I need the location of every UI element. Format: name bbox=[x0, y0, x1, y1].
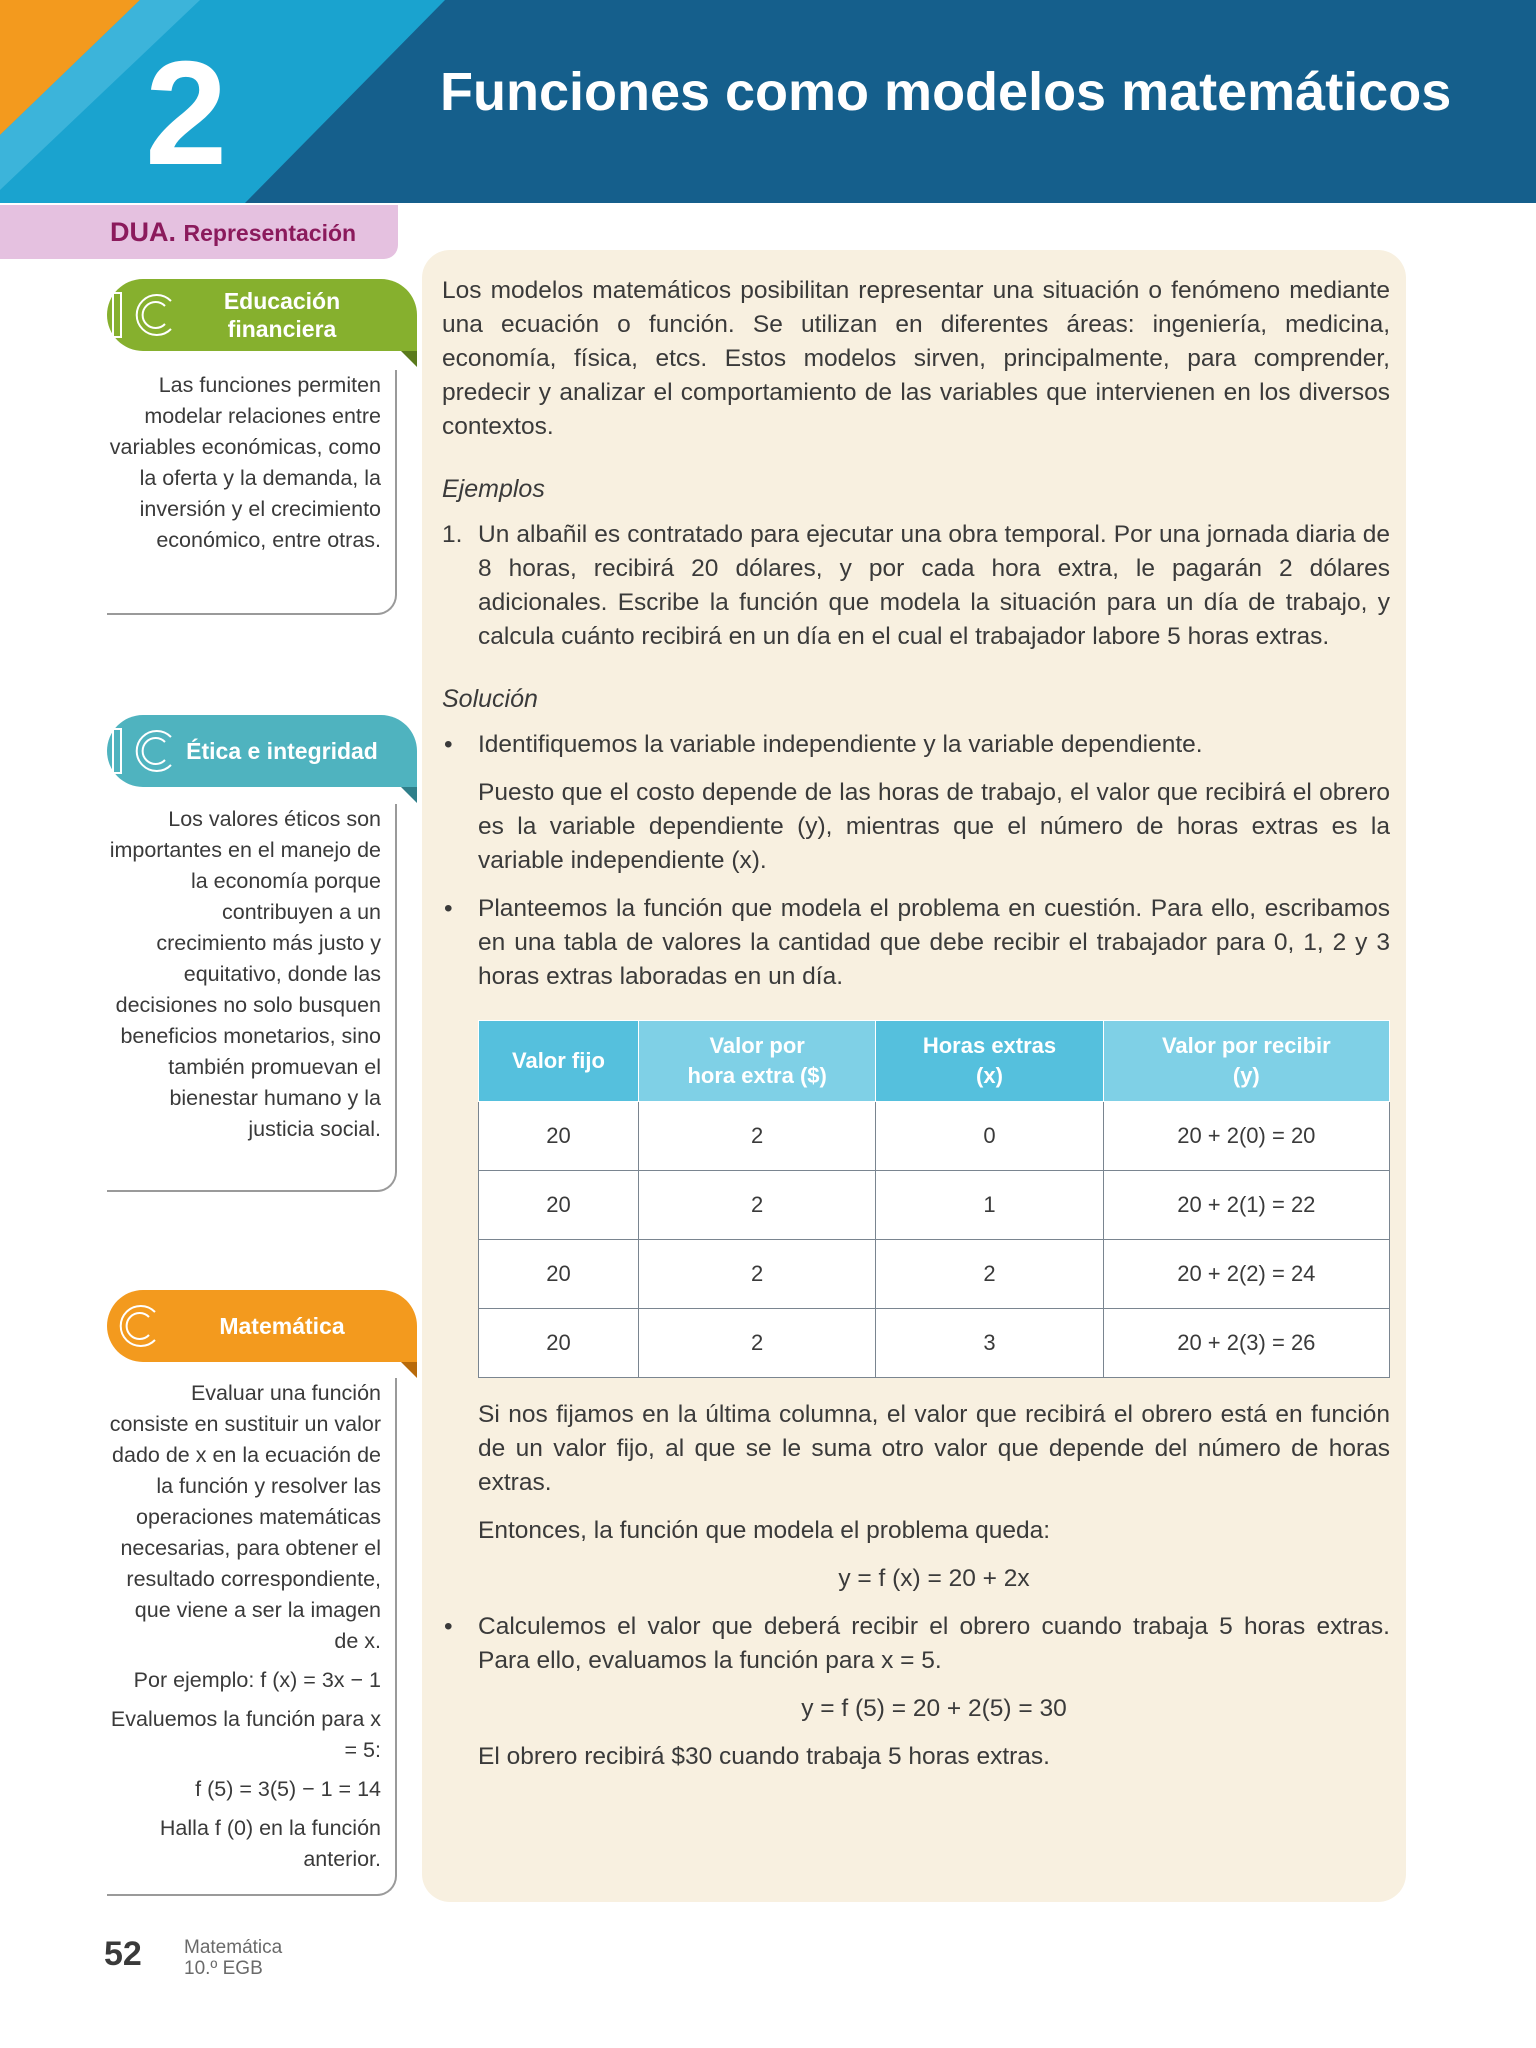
sidebar-heading-matematica bbox=[107, 1290, 417, 1362]
table-cell: 20 + 2(3) = 26 bbox=[1103, 1309, 1389, 1378]
dua-title: DUA. bbox=[110, 217, 176, 247]
table-cell: 3 bbox=[876, 1309, 1103, 1378]
sidebar-text-financiera bbox=[107, 370, 397, 615]
sidebar-heading-etica bbox=[107, 715, 417, 787]
conclusion-paragraph: El obrero recibirá $30 cuando trabaja 5 horas extras. bbox=[478, 1743, 1050, 1770]
table-cell: 2 bbox=[876, 1240, 1103, 1309]
table-cell: 20 bbox=[479, 1240, 639, 1309]
table-cell: 20 + 2(1) = 22 bbox=[1103, 1171, 1389, 1240]
bullet-symbol: • bbox=[444, 895, 453, 922]
table-cell: 1 bbox=[876, 1171, 1103, 1240]
page-number: 52 bbox=[104, 1935, 142, 1973]
table-row bbox=[479, 1309, 1390, 1378]
formula: y = f (5) = 20 + 2(5) = 30 bbox=[801, 1695, 1067, 1722]
main-content bbox=[442, 274, 1390, 1774]
intro-paragraph: Los modelos matemáticos posibilitan representar una situación o fenómeno mediante una ecuación o función. Se utilizan en diferentes áreas: ingeniería, medicina, economía, física, etcs. Estos modelos sirven, principalmente, para comprender, predecir y analizar el comportamiento de las variables que intervienen en los diversos contextos. bbox=[442, 277, 1390, 440]
sidebar-paragraph: Evaluemos la función para x = 5: bbox=[110, 1707, 381, 1762]
table-cell: 20 bbox=[479, 1309, 639, 1378]
explanation-paragraph: Entonces, la función que modela el problema queda: bbox=[478, 1517, 1051, 1544]
table-row bbox=[479, 1171, 1390, 1240]
solucion-heading: Solución bbox=[442, 685, 538, 713]
chapter-number: 2 bbox=[145, 31, 228, 196]
formula: y = f (x) = 20 + 2x bbox=[838, 1565, 1030, 1592]
table-cell: 2 bbox=[638, 1309, 875, 1378]
sidebar-paragraph: Evaluar una función consiste en sustituir un valor dado de x en la ecuación de la función y resolver las operaciones matemáticas necesarias, para obtener el resultado correspondiente, que viene a ser la imagen de x. bbox=[109, 1381, 381, 1653]
sidebar-paragraph: Halla f (0) en la función anterior. bbox=[159, 1816, 381, 1871]
table-row bbox=[479, 1240, 1390, 1309]
bullet-item bbox=[442, 728, 1390, 762]
sidebar-text-etica bbox=[107, 804, 397, 1192]
table-header: Horas extras (x) bbox=[876, 1021, 1103, 1102]
table-cell: 2 bbox=[638, 1102, 875, 1171]
bullet-item bbox=[442, 892, 1390, 994]
bullet-symbol: • bbox=[444, 731, 453, 758]
sidebar-heading-financiera bbox=[107, 279, 417, 351]
fold-decoration bbox=[401, 787, 417, 803]
bullet-text: Calculemos el valor que deberá recibir el obrero cuando trabaja 5 horas extras. Para ello, evaluamos la función para x = 5. bbox=[478, 1613, 1390, 1674]
table-cell: 20 + 2(0) = 20 bbox=[1103, 1102, 1389, 1171]
sidebar-paragraph: Los valores éticos son importantes en el manejo de la economía porque contribuyen a un crecimiento más justo y equitativo, donde las decisiones no solo busquen beneficios monetarios, sino también promuevan el bienestar humano y la justicia social. bbox=[109, 807, 381, 1141]
bullet-text: Planteemos la función que modela el problema en cuestión. Para ello, escribamos en una tabla de valores la cantidad que debe recibir el trabajador para 0, 1, 2 y 3 horas extras laboradas en un día. bbox=[478, 895, 1390, 990]
sidebar-title: Educación financiera bbox=[223, 288, 341, 342]
ic-icon bbox=[107, 287, 187, 343]
fold-decoration bbox=[401, 351, 417, 367]
table-header: Valor por recibir (y) bbox=[1103, 1021, 1389, 1102]
table-cell: 2 bbox=[638, 1171, 875, 1240]
values-table bbox=[478, 1020, 1390, 1378]
bullet-symbol: • bbox=[444, 1613, 453, 1640]
table-row bbox=[479, 1102, 1390, 1171]
dua-label bbox=[110, 217, 356, 248]
footer-grade: 10.º EGB bbox=[184, 1958, 263, 1979]
table-header-row bbox=[479, 1021, 1390, 1102]
sidebar-title: Matemática bbox=[219, 1313, 345, 1339]
page-title: Funciones como modelos matemáticos bbox=[440, 62, 1452, 122]
fold-decoration bbox=[401, 1362, 417, 1378]
explanation-paragraph: Si nos fijamos en la última columna, el valor que recibirá el obrero está en función de un valor fijo, al que se le suma otro valor que depende del número de horas extras. bbox=[478, 1401, 1390, 1496]
footer-subject bbox=[184, 1937, 282, 1979]
ic-icon bbox=[107, 723, 187, 779]
footer-subject-name: Matemática bbox=[184, 1937, 283, 1958]
ejemplos-heading: Ejemplos bbox=[442, 475, 545, 503]
table-cell: 2 bbox=[638, 1240, 875, 1309]
example-text: Un albañil es contratado para ejecutar una obra temporal. Por una jornada diaria de 8 horas, recibirá 20 dólares, y por cada hora extra, le pagarán 2 dólares adicionales. Escribe la función que modela la situación para un día de trabajo, y calcula cuánto recibirá en un día en el cual el trabajador labore 5 horas extras. bbox=[478, 521, 1390, 650]
example-item bbox=[442, 518, 1390, 654]
sidebar-text-matematica bbox=[107, 1378, 397, 1896]
c-icon bbox=[107, 1298, 187, 1354]
example-number: 1. bbox=[442, 521, 463, 548]
table-header: Valor por hora extra ($) bbox=[638, 1021, 875, 1102]
sidebar-paragraph: Las funciones permiten modelar relaciones entre variables económicas, como la oferta y la demanda, la inversión y el crecimiento económico, entre otras. bbox=[109, 373, 381, 552]
dua-subtitle: Representación bbox=[183, 220, 357, 246]
table-cell: 20 bbox=[479, 1171, 639, 1240]
table-cell: 0 bbox=[876, 1102, 1103, 1171]
chapter-header bbox=[0, 0, 1536, 203]
explanation-paragraph: Puesto que el costo depende de las horas de trabajo, el valor que recibirá el obrero es la variable dependiente (y), mientras que el número de horas extras es la variable independiente (x). bbox=[478, 779, 1390, 874]
table-cell: 20 bbox=[479, 1102, 639, 1171]
table-cell: 20 + 2(2) = 24 bbox=[1103, 1240, 1389, 1309]
sidebar-paragraph: Por ejemplo: f (x) = 3x − 1 bbox=[133, 1668, 381, 1692]
bullet-item bbox=[442, 1610, 1390, 1678]
bullet-text: Identifiquemos la variable independiente y la variable dependiente. bbox=[478, 731, 1203, 758]
table-header: Valor fijo bbox=[479, 1021, 639, 1102]
sidebar-paragraph: f (5) = 3(5) − 1 = 14 bbox=[195, 1777, 381, 1801]
sidebar-title: Ética e integridad bbox=[186, 738, 378, 764]
